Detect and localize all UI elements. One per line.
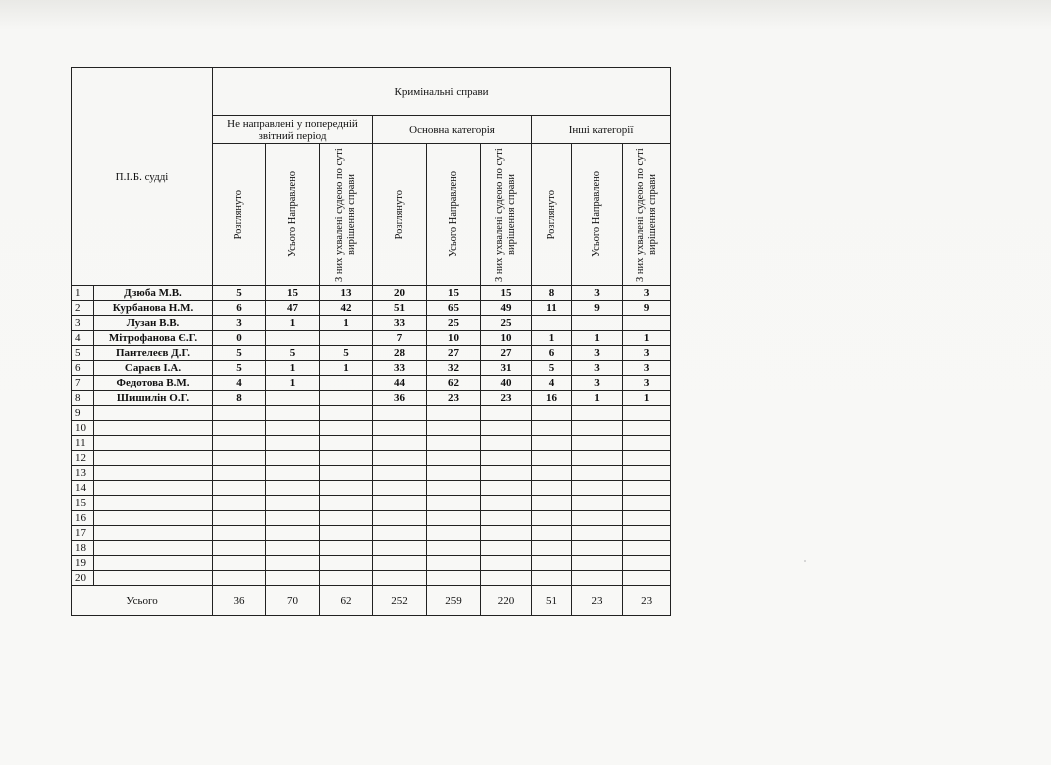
row-number: 12 [72,451,94,466]
table-cell [213,481,266,496]
subcolumn-label: З них ухвалені судеою по суті вирішення справи [634,147,658,282]
total-cell: 62 [320,586,373,616]
table-cell: 4 [213,376,266,391]
table-cell [320,481,373,496]
table-cell [373,511,427,526]
subcolumn-label: З них ухвалені судеою по суті вирішення справи [494,147,517,282]
group-header-other-categories: Інші категорії [532,116,671,144]
table-cell [373,466,427,481]
total-cell: 252 [373,586,427,616]
judge-name: Лузан В.В. [94,316,213,331]
table-cell [320,526,373,541]
table-cell: 1 [320,316,373,331]
table-cell: 3 [623,361,671,376]
table-cell [266,526,320,541]
table-cell [373,541,427,556]
subcolumn-label: Розглянуто [545,189,557,240]
table-cell [320,571,373,586]
subcolumn-header-g1-c2 [266,144,320,286]
table-cell [373,571,427,586]
table-row [72,481,671,496]
table-cell [427,571,481,586]
table-cell [427,511,481,526]
total-cell: 259 [427,586,481,616]
table-row [72,511,671,526]
table-cell [427,421,481,436]
table-cell [213,406,266,421]
table-cell [623,466,671,481]
table-cell [213,541,266,556]
table-cell [373,436,427,451]
table-cell [572,571,623,586]
judge-name [94,451,213,466]
table-cell [623,451,671,466]
table-cell [481,436,532,451]
table-cell: 3 [572,346,623,361]
row-number: 2 [72,301,94,316]
judge-name [94,541,213,556]
judge-name: Курбанова Н.М. [94,301,213,316]
table-cell: 16 [532,391,572,406]
table-row [72,391,671,406]
table-cell: 23 [427,391,481,406]
table-cell [320,421,373,436]
paper-speck [804,560,806,562]
table-cell: 5 [320,346,373,361]
table-cell [481,496,532,511]
table-cell [481,421,532,436]
table-cell: 9 [572,301,623,316]
table-cell: 27 [427,346,481,361]
table-cell [532,451,572,466]
table-cell [266,556,320,571]
subcolumn-header-g2-c1 [373,144,427,286]
table-cell: 32 [427,361,481,376]
table-cell [481,511,532,526]
table-cell [266,571,320,586]
row-number: 15 [72,496,94,511]
judges-report-table [71,67,671,616]
table-cell: 5 [532,361,572,376]
table-row [72,466,671,481]
table-cell [532,481,572,496]
table-row [72,346,671,361]
subcolumn-label: Усього Направлено [591,171,602,258]
table-cell [373,406,427,421]
subcolumn-header-g1-c3 [320,144,373,286]
table-cell: 1 [266,376,320,391]
table-cell: 28 [373,346,427,361]
table-cell [266,406,320,421]
table-cell [481,526,532,541]
table-cell [320,511,373,526]
table-cell [213,511,266,526]
table-cell: 1 [623,391,671,406]
group-header-previous-period: Не направлені у попередній звітний період [213,116,373,144]
table-cell: 11 [532,301,572,316]
table-cell [623,316,671,331]
table-cell [481,556,532,571]
table-row [72,286,671,301]
table-cell: 1 [623,331,671,346]
row-number: 14 [72,481,94,496]
table-cell: 7 [373,331,427,346]
judge-name [94,481,213,496]
table-cell: 40 [481,376,532,391]
table-cell [623,406,671,421]
table-cell [572,526,623,541]
judge-name-header: П.І.Б. судді [72,68,213,286]
table-cell [623,526,671,541]
table-row [72,316,671,331]
subcolumn-header-g3-c1 [532,144,572,286]
table-cell [266,481,320,496]
table-cell [481,481,532,496]
table-cell: 15 [481,286,532,301]
table-cell [266,511,320,526]
table-cell [373,496,427,511]
table-cell: 1 [572,331,623,346]
table-row [72,361,671,376]
table-cell [427,481,481,496]
judge-name [94,496,213,511]
table-cell [320,436,373,451]
table-cell: 5 [266,346,320,361]
table-cell [373,481,427,496]
table-cell [532,316,572,331]
table-cell [266,496,320,511]
table-cell: 4 [532,376,572,391]
judge-name: Дзюба М.В. [94,286,213,301]
row-number: 16 [72,511,94,526]
row-number: 19 [72,556,94,571]
table-cell: 6 [213,301,266,316]
table-cell: 33 [373,316,427,331]
header-row-main [72,68,671,116]
row-number: 18 [72,541,94,556]
table-cell: 5 [213,346,266,361]
table-row [72,451,671,466]
table-cell [532,526,572,541]
table-cell: 6 [532,346,572,361]
table-cell [623,556,671,571]
subcolumn-label: Усього Направлено [447,171,459,258]
table-cell: 1 [572,391,623,406]
table-row [72,436,671,451]
table-cell [427,526,481,541]
table-cell [427,556,481,571]
table-cell: 3 [213,316,266,331]
row-number: 3 [72,316,94,331]
row-number: 5 [72,346,94,361]
table-cell [427,541,481,556]
table-cell: 3 [623,286,671,301]
table-cell [373,451,427,466]
table-cell [481,451,532,466]
row-number: 17 [72,526,94,541]
table-cell [320,376,373,391]
table-cell [623,571,671,586]
judge-name [94,556,213,571]
judge-name [94,421,213,436]
table-cell: 23 [481,391,532,406]
table-cell [213,421,266,436]
table-cell [373,421,427,436]
table-cell: 5 [213,286,266,301]
table-cell: 15 [427,286,481,301]
table-cell [572,406,623,421]
judge-name [94,571,213,586]
row-number: 20 [72,571,94,586]
table-row [72,541,671,556]
table-cell: 31 [481,361,532,376]
table-cell [266,451,320,466]
table-cell [320,541,373,556]
table-cell [213,436,266,451]
table-cell [320,391,373,406]
table-cell [532,556,572,571]
table-cell: 8 [532,286,572,301]
table-cell [572,316,623,331]
table-cell [481,406,532,421]
table-cell [532,466,572,481]
table-cell: 42 [320,301,373,316]
table-cell [572,481,623,496]
table-cell [266,541,320,556]
table-cell: 65 [427,301,481,316]
judge-name [94,406,213,421]
subcolumn-header-g1-c1 [213,144,266,286]
table-cell [427,451,481,466]
subcolumn-label: Розглянуто [233,189,244,240]
table-cell [213,556,266,571]
judge-name: Мітрофанова Є.Г. [94,331,213,346]
table-cell [572,421,623,436]
subcolumn-label: Усього Направлено [286,171,298,258]
table-cell: 10 [481,331,532,346]
table-row [72,571,671,586]
subcolumn-header-g2-c3 [481,144,532,286]
table-cell: 27 [481,346,532,361]
table-cell [572,466,623,481]
judge-name [94,526,213,541]
judge-name: Федотова В.М. [94,376,213,391]
table-cell: 3 [572,286,623,301]
subcolumn-header-g2-c2 [427,144,481,286]
table-cell [481,541,532,556]
subcolumn-header-g3-c2 [572,144,623,286]
row-number: 7 [72,376,94,391]
table-cell [532,406,572,421]
table-cell [623,496,671,511]
judge-name [94,511,213,526]
table-cell [213,526,266,541]
row-number: 10 [72,421,94,436]
table-cell [320,496,373,511]
table-cell [623,511,671,526]
judge-name: Сараєв І.А. [94,361,213,376]
table-cell: 3 [623,376,671,391]
subcolumn-header-g3-c3 [623,144,671,286]
table-cell [213,571,266,586]
table-cell [623,481,671,496]
judge-name: Шишилін О.Г. [94,391,213,406]
table-cell [572,511,623,526]
table-cell: 0 [213,331,266,346]
table-cell [213,466,266,481]
table-cell [572,436,623,451]
table-cell: 1 [320,361,373,376]
table-cell: 15 [266,286,320,301]
row-number: 13 [72,466,94,481]
criminal-cases-header: Кримінальні справи [213,68,671,116]
table-cell [213,451,266,466]
table-cell [532,541,572,556]
total-cell: 220 [481,586,532,616]
table-cell [572,556,623,571]
table-cell: 3 [623,346,671,361]
table-cell [266,466,320,481]
table-cell [532,436,572,451]
table-cell [427,436,481,451]
row-number: 11 [72,436,94,451]
row-number: 6 [72,361,94,376]
total-row [72,586,671,616]
table-cell: 1 [532,331,572,346]
table-cell [320,466,373,481]
subcolumn-label: З них ухвалені судеою по суті вирішення справи [334,147,357,282]
total-cell: 23 [623,586,671,616]
table-cell: 20 [373,286,427,301]
total-cell: 51 [532,586,572,616]
table-cell [213,496,266,511]
table-row [72,406,671,421]
table-cell: 62 [427,376,481,391]
table-cell: 1 [266,316,320,331]
table-cell: 5 [213,361,266,376]
table-row [72,421,671,436]
group-header-main-category: Основна категорія [373,116,532,144]
table-cell [373,526,427,541]
table-row [72,526,671,541]
total-cell: 36 [213,586,266,616]
table-cell: 47 [266,301,320,316]
table-cell: 13 [320,286,373,301]
row-number: 9 [72,406,94,421]
table-cell [320,331,373,346]
table-cell: 10 [427,331,481,346]
table-cell: 33 [373,361,427,376]
table-cell: 3 [572,376,623,391]
table-cell [572,496,623,511]
judge-name: Пантелеєв Д.Г. [94,346,213,361]
table-cell [320,451,373,466]
table-cell: 3 [572,361,623,376]
table-cell: 44 [373,376,427,391]
table-row [72,301,671,316]
total-cell: 70 [266,586,320,616]
table-row [72,496,671,511]
row-number: 8 [72,391,94,406]
table-cell: 1 [266,361,320,376]
row-number: 1 [72,286,94,301]
table-cell [266,331,320,346]
table-cell: 51 [373,301,427,316]
judge-name [94,466,213,481]
table-cell [623,541,671,556]
table-cell [320,556,373,571]
table-cell: 25 [481,316,532,331]
table-cell: 8 [213,391,266,406]
table-cell [572,451,623,466]
table-cell [481,466,532,481]
table-row [72,331,671,346]
table-cell [532,511,572,526]
table-cell [266,391,320,406]
table-cell: 25 [427,316,481,331]
judge-name [94,436,213,451]
table-cell [266,436,320,451]
total-cell: 23 [572,586,623,616]
table-cell [320,406,373,421]
subcolumn-label: Розглянуто [393,189,405,240]
table-cell [373,556,427,571]
table-cell [572,541,623,556]
table-cell: 9 [623,301,671,316]
table-row [72,376,671,391]
table-cell [427,496,481,511]
table-cell: 49 [481,301,532,316]
table-cell [623,421,671,436]
table-cell [532,571,572,586]
table-cell [623,436,671,451]
table-row [72,556,671,571]
table-cell [266,421,320,436]
table-cell [532,421,572,436]
total-label: Усього [72,586,213,616]
table-cell [427,406,481,421]
table-cell [481,571,532,586]
table-cell [427,466,481,481]
table-cell [532,496,572,511]
table-cell: 36 [373,391,427,406]
row-number: 4 [72,331,94,346]
